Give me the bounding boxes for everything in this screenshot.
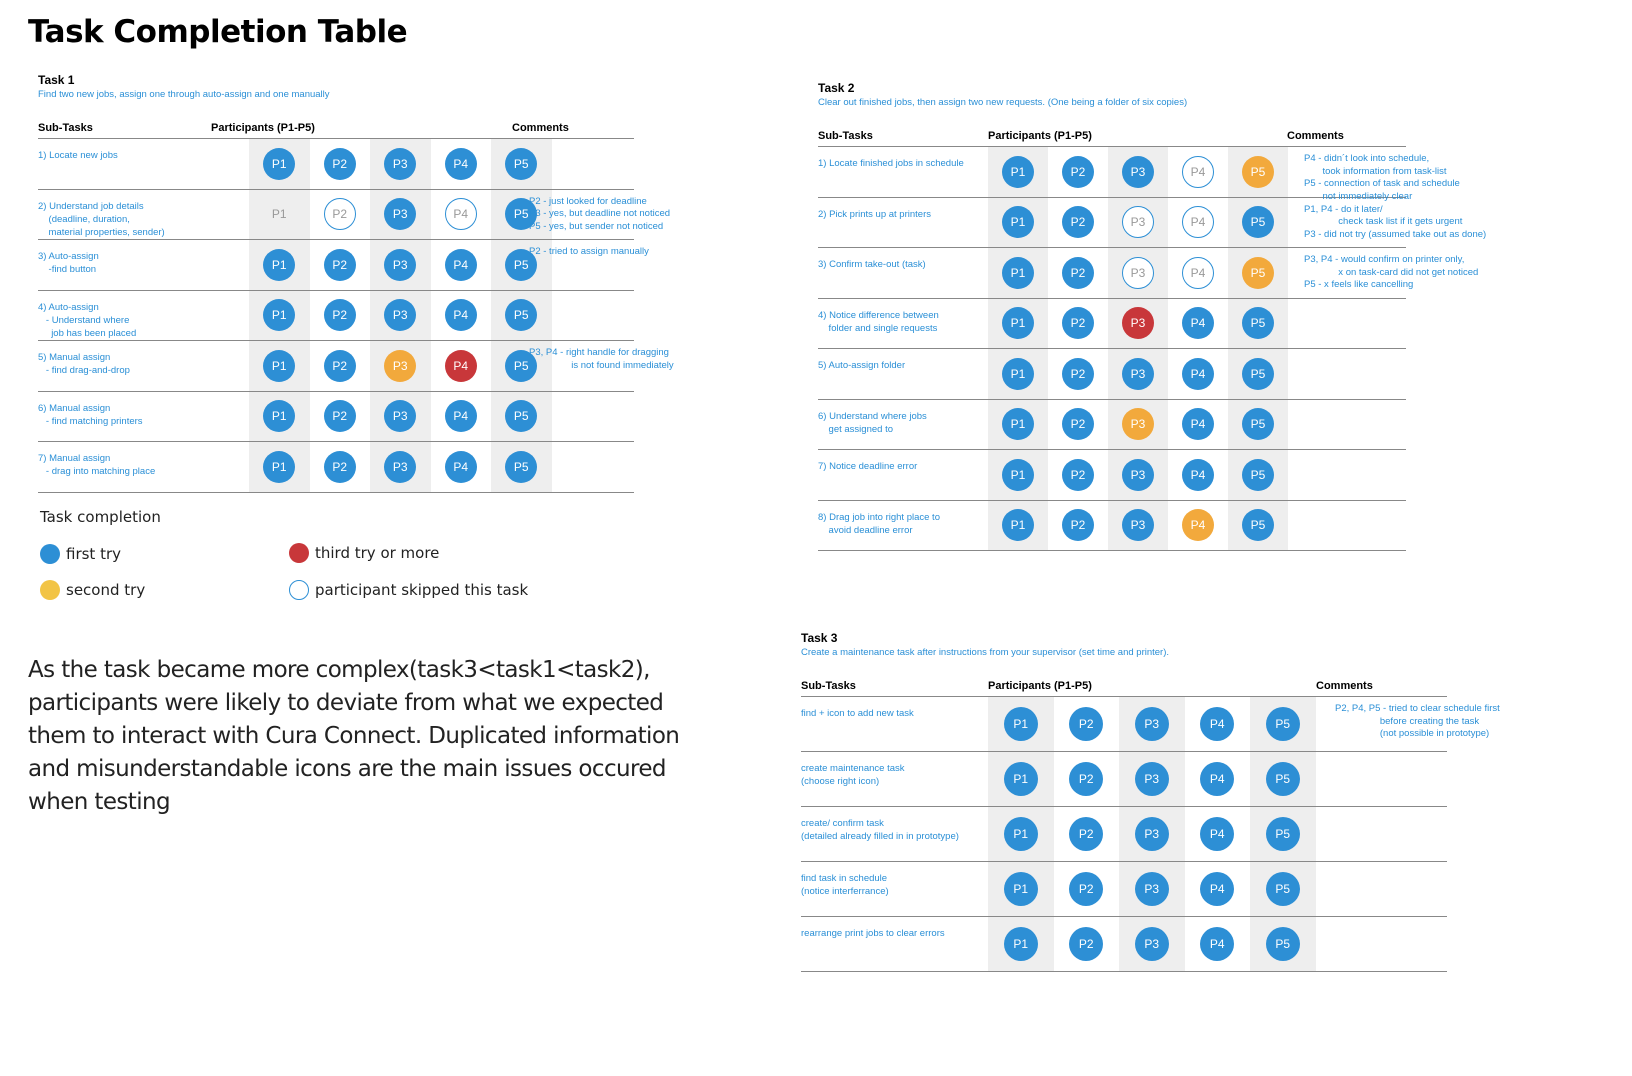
participant-status-first: P5 [505,198,537,230]
row-comment: P3, P4 - would confirm on printer only, x on task-card did not get noticed P5 - x feels like cancelling [1304,254,1479,290]
table-row [38,291,634,342]
subtask-label: 3) Confirm take-out (task) [818,259,926,270]
hollow-circle-icon [289,580,309,600]
task-description: Create a maintenance task after instructions from your supervisor (set time and printer). [801,647,1170,658]
table-row [38,139,634,190]
table-row [38,442,634,493]
participant-status-first: P3 [1135,927,1169,961]
subtask-label: 4) Notice difference between folder and single requests [818,309,939,334]
participant-status-first: P2 [324,350,356,382]
participant-status-first: P2 [324,299,356,331]
header-participants: Participants (P1-P5) [988,130,1092,142]
task-description: Clear out finished jobs, then assign two new requests. (One being a folder of six copies) [818,97,1188,108]
table-row [818,198,1487,249]
participant-status-first: P1 [1002,307,1034,339]
participant-status-first: P4 [1182,307,1214,339]
participant-status-second: P3 [384,350,416,382]
participant-status-first: P2 [1062,257,1094,289]
table-row [38,240,649,291]
row-comment: P4 - didn´t look into schedule, took information from task-list P5 - connection of task and schedule not immediately clear [1304,153,1460,202]
table-header [38,118,634,139]
task-3-block [801,630,1547,972]
participant-status-first: P4 [1200,817,1234,851]
header-subtasks: Sub-Tasks [801,680,856,692]
participant-status-first: P2 [324,451,356,483]
page-title: Task Completion Table [28,14,408,50]
legend-label: first try [66,545,122,563]
yellow-dot-icon [40,580,60,600]
participant-status-first: P3 [1135,817,1169,851]
participant-status-first: P4 [1200,927,1234,961]
legend-item-second [40,580,145,600]
legend-item-third [289,543,439,563]
participant-status-first: P4 [1182,408,1214,440]
legend-label: second try [66,581,146,599]
summary-paragraph: As the task became more complex(task3<task1<task2), participants were likely to deviate from what we expected them to interact with Cura Connect. Duplicated information and misunderstandable icons are the main issues occured when testing [28,657,680,815]
participant-status-first: P5 [1242,459,1274,491]
table-row [818,349,1406,400]
task-title: Task 2 [818,81,855,95]
participant-status-first: P1 [263,299,295,331]
participant-status-first: P1 [263,249,295,281]
participant-status-first: P1 [1004,817,1038,851]
participant-status-first: P3 [384,299,416,331]
participant-status-first: P2 [324,400,356,432]
participant-status-first: P2 [1062,358,1094,390]
participant-status-skipped: P2 [324,198,356,230]
participant-status-first: P4 [1200,872,1234,906]
participant-status-skipped: P4 [1182,206,1214,238]
table-header [801,676,1447,697]
participant-status-first: P5 [1266,927,1300,961]
subtask-label: rearrange print jobs to clear errors [801,928,945,939]
subtask-label: find + icon to add new task [801,708,914,719]
participant-status-first: P3 [1122,459,1154,491]
participant-status-first: P2 [1062,206,1094,238]
participant-status-first: P2 [1062,509,1094,541]
row-comment: P3, P4 - right handle for dragging is not found immediately [529,347,674,371]
task-2-block [818,80,1506,551]
participant-status-first: P4 [445,451,477,483]
header-comments: Comments [1316,680,1373,692]
participant-status-first: P5 [1242,307,1274,339]
participant-status-skipped: P4 [1182,156,1214,188]
participant-status-second: P5 [1242,156,1274,188]
subtask-label: 1) Locate finished jobs in schedule [818,158,964,169]
header-participants: Participants (P1-P5) [988,680,1092,692]
table-row [38,190,671,241]
participant-status-first: P3 [1122,509,1154,541]
participant-status-skipped: P4 [1182,257,1214,289]
row-comment: P1, P4 - do it later/ check task list if it gets urgent P3 - did not try (assumed take out as done) [1304,203,1487,240]
legend-item-first [40,544,121,564]
participant-status-first: P5 [1242,509,1274,541]
subtask-label: 7) Manual assign - drag into matching place [38,453,156,477]
table-row [801,807,1447,862]
row-comment: P2 - tried to assign manually [529,246,649,257]
legend-item-skipped [289,580,528,600]
participant-status-first: P3 [1135,707,1169,741]
participant-status-first: P1 [1004,762,1038,796]
subtask-label: 2) Pick prints up at printers [818,208,931,220]
table-row [38,341,674,392]
task-1-block [38,72,734,493]
header-subtasks: Sub-Tasks [38,122,93,134]
participant-status-first: P5 [505,350,537,382]
participant-status-first: P5 [505,299,537,331]
table-header [818,126,1406,147]
participant-status-first: P2 [1069,817,1103,851]
subtask-label: create/ confirm task (detailed already filled in in prototype) [801,818,959,842]
participant-status-first: P5 [1242,358,1274,390]
participant-status-none: P1 [271,207,287,222]
participant-status-first: P2 [1062,307,1094,339]
participant-status-first: P1 [263,350,295,382]
participant-status-first: P5 [1266,762,1300,796]
participant-status-first: P4 [445,400,477,432]
participant-status-first: P4 [445,299,477,331]
completion-table [801,676,1500,972]
participant-status-first: P1 [1002,206,1034,238]
participant-status-first: P5 [1242,408,1274,440]
participant-status-first: P1 [1004,927,1038,961]
participant-status-first: P4 [1182,459,1214,491]
participant-status-first: P3 [384,148,416,180]
participant-status-first: P5 [1242,206,1274,238]
blue-dot-icon [40,544,60,564]
table-row [801,862,1447,917]
participant-status-first: P3 [1122,358,1154,390]
participant-status-first: P5 [505,451,537,483]
participant-status-first: P2 [1069,872,1103,906]
participant-status-first: P1 [1002,358,1034,390]
participant-status-first: P1 [1004,707,1038,741]
subtask-label: 6) Understand where jobs get assigned to [818,410,927,435]
participant-status-first: P1 [263,451,295,483]
participant-status-first: P4 [1200,707,1234,741]
participant-status-first: P1 [1004,872,1038,906]
participant-status-first: P1 [1002,156,1034,188]
header-participants: Participants (P1-P5) [211,122,315,134]
task-title: Task 3 [801,631,838,645]
participant-status-first: P4 [1200,762,1234,796]
subtask-label: 8) Drag job into right place to avoid deadline error [818,511,940,536]
subtask-label: 5) Auto-assign folder [818,360,906,371]
participant-status-first: P3 [384,400,416,432]
participant-status-first: P2 [1069,707,1103,741]
participant-status-third: P4 [445,350,477,382]
header-comments: Comments [512,122,569,134]
legend [40,508,600,608]
participant-status-second: P4 [1182,509,1214,541]
subtask-label: 5) Manual assign - find drag-and-drop [38,352,130,376]
participant-status-third: P3 [1122,307,1154,339]
participant-status-first: P3 [384,249,416,281]
participant-status-first: P1 [1002,408,1034,440]
legend-title: Task completion [40,508,161,526]
participant-status-first: P1 [1002,459,1034,491]
table-row [818,450,1406,501]
participant-status-first: P1 [263,148,295,180]
participant-status-skipped: P3 [1122,206,1154,238]
legend-label: participant skipped this task [315,581,529,599]
table-row [38,392,634,443]
participant-status-skipped: P3 [1122,257,1154,289]
participant-status-first: P4 [445,148,477,180]
participant-status-first: P4 [1182,358,1214,390]
participant-status-first: P5 [505,249,537,281]
table-row [818,400,1406,451]
participant-status-first: P3 [1135,872,1169,906]
participant-status-first: P1 [1002,257,1034,289]
participant-status-skipped: P4 [445,198,477,230]
participant-status-first: P5 [505,400,537,432]
participant-status-first: P2 [1069,762,1103,796]
subtask-label: create maintenance task (choose right icon) [801,763,905,787]
table-row [818,501,1406,552]
participant-status-first: P4 [445,249,477,281]
subtask-label: 3) Auto-assign -find button [38,251,99,275]
participant-status-first: P3 [384,451,416,483]
participant-status-first: P3 [1135,762,1169,796]
subtask-label: 1) Locate new jobs [38,150,118,161]
table-row [818,299,1406,350]
participant-status-second: P3 [1122,408,1154,440]
table-row [801,697,1500,752]
participant-status-first: P2 [1069,927,1103,961]
participant-status-first: P2 [1062,156,1094,188]
participant-status-first: P3 [384,198,416,230]
header-subtasks: Sub-Tasks [818,130,873,142]
subtask-label: 7) Notice deadline error [818,461,918,472]
participant-status-first: P5 [505,148,537,180]
subtask-label: 6) Manual assign - find matching printers [38,402,143,427]
task-description: Find two new jobs, assign one through auto-assign and one manually [38,89,330,100]
participant-status-first: P5 [1266,817,1300,851]
table-row [818,248,1479,299]
red-dot-icon [289,543,309,563]
participant-status-first: P1 [1002,509,1034,541]
completion-table [38,118,674,493]
participant-status-first: P2 [1062,408,1094,440]
participant-status-first: P3 [1122,156,1154,188]
table-row [801,752,1447,807]
participant-status-first: P5 [1266,707,1300,741]
subtask-label: find task in schedule (notice interferrance) [801,873,889,897]
participant-status-first: P5 [1266,872,1300,906]
table-row [801,917,1447,972]
row-comment: P2 - just looked for deadline P3 - yes, but deadline not noticed P5 - yes, but sender not noticed [529,195,671,232]
row-comment: P2, P4, P5 - tried to clear schedule first before creating the task (not possible in prototype) [1335,703,1500,739]
subtask-label: 4) Auto-assign - Understand where job has been placed [38,301,137,339]
participant-status-first: P2 [324,249,356,281]
header-comments: Comments [1287,130,1344,142]
completion-table [818,126,1487,551]
table-row [818,147,1460,202]
participant-status-first: P2 [1062,459,1094,491]
subtask-label: 2) Understand job details (deadline, duration, material properties, sender) [38,200,165,238]
legend-label: third try or more [315,544,440,562]
task-title: Task 1 [38,73,75,87]
participant-status-second: P5 [1242,257,1274,289]
participant-status-first: P2 [324,148,356,180]
participant-status-first: P1 [263,400,295,432]
